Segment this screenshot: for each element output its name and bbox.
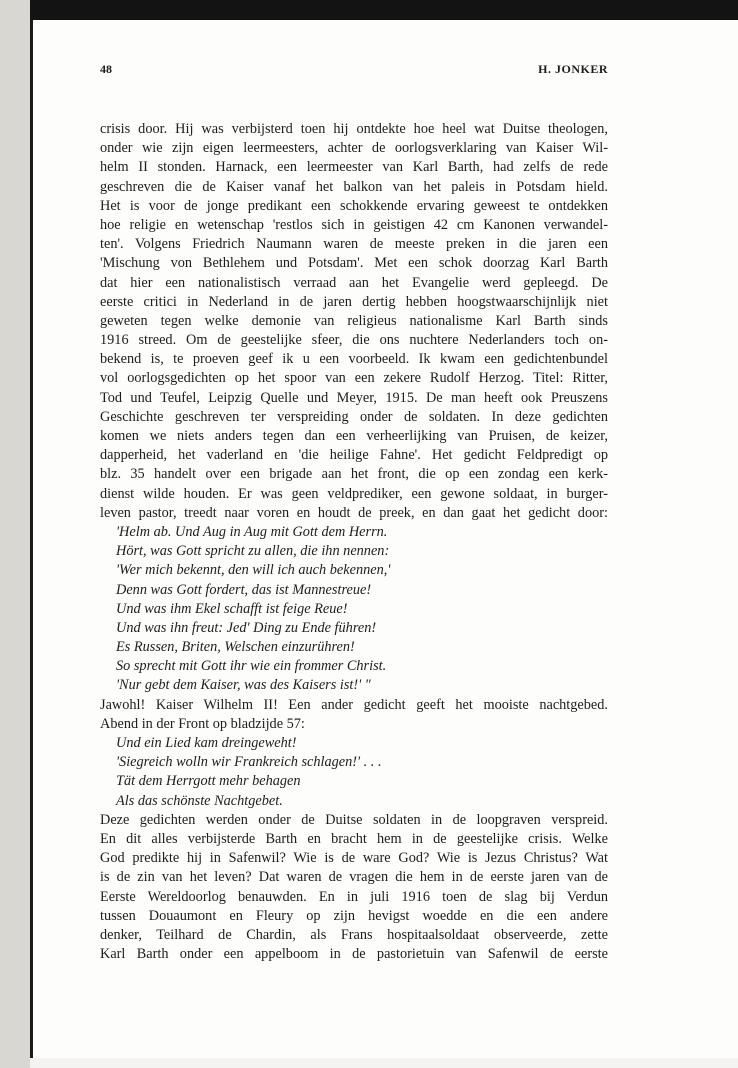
- poem-line: Und ein Lied kam dreingeweht!: [116, 735, 297, 751]
- text-line: 1916 streed. Om de geestelijke sfeer, die ons nuchtere Nederlanders toch on-: [100, 332, 608, 349]
- poem-line: So sprecht mit Gott ihr wie ein frommer Christ.: [116, 658, 387, 675]
- text-line: geweten tegen welke demonie van religieus nationalisme Karl Barth sinds: [100, 312, 608, 329]
- scan-border-bottom: [30, 1058, 738, 1068]
- text-line: leven pastor, treedt naar voren en houdt de preek, en dan gaat het gedicht door:: [100, 504, 608, 521]
- body-text: [100, 120, 608, 964]
- text-line: eerste critici in Nederland in de jaren dertig hebben hoogstwaarschijnlijk niet: [100, 293, 608, 310]
- text-line: Het is voor de jonge predikant een schokkende ervaring geweest te ontdekken: [100, 197, 608, 214]
- text-line: dienst wilde houden. Er was geen veldprediker, een gewone soldaat, in burger-: [100, 485, 608, 502]
- scan-border-left: [0, 0, 30, 1068]
- text-line: tussen Douaumont en Fleury op zijn hevigst woedde en die een andere: [100, 907, 608, 924]
- text-line: bekend is, te proeven geef ik u een voorbeeld. Ik kwam een gedichtenbundel: [100, 351, 608, 368]
- text-line: vol oorlogsgedichten op het spoor van een zekere Rudolf Herzog. Titel: Ritter,: [100, 370, 608, 387]
- text-line: Geschichte geschreven ter verspreiding onder de soldaten. In deze gedichten: [100, 408, 608, 425]
- poem-line: 'Nur gebt dem Kaiser, was des Kaisers ist!' ": [116, 677, 371, 694]
- text-line: Karl Barth onder een appelboom in de pastorietuin van Safenwil de eerste: [100, 946, 608, 963]
- text-line: blz. 35 handelt over een brigade aan het front, die op een zondag een kerk-: [100, 466, 608, 483]
- text-line: komen we niets anders tegen dan een verheerlijking van Pruisen, de keizer,: [100, 428, 608, 444]
- text-line: dapperheid, het vaderland en 'die heilige Fahne'. Het gedicht Feldpredigt op: [100, 447, 608, 464]
- text-line: helm II stonden. Harnack, een leermeester van Karl Barth, had zelfs de rede: [100, 159, 608, 176]
- text-line: geschreven die de Kaiser vanaf het balkon van het paleis in Potsdam hield.: [100, 178, 608, 195]
- text-line: God predikte hij in Safenwil? Wie is de ware God? Wie is Jezus Christus? Wat: [100, 850, 608, 867]
- poem-line: 'Siegreich wolln wir Frankreich schlagen!' . . .: [116, 754, 382, 771]
- poem-line: Und was ihm Ekel schafft ist feige Reue!: [116, 600, 348, 617]
- poem-line: Hört, was Gott spricht zu allen, die ihn nennen:: [116, 543, 390, 560]
- scan-border-top: [0, 0, 738, 20]
- text-line: hoe religie en wetenschap 'restlos sich in geistigen 42 cm Kanonen verwandel-: [100, 216, 608, 233]
- text-line: crisis door. Hij was verbijsterd toen hij ontdekte hoe heel wat Duitse theologen,: [100, 121, 608, 137]
- poem-line: Denn was Gott fordert, das ist Mannestreue!: [116, 581, 372, 598]
- text-line: Abend in der Front op bladzijde 57:: [100, 715, 305, 732]
- poem-line: Als das schönste Nachtgebet.: [116, 792, 283, 809]
- text-line: onder wie zijn eigen leermeesters, achter de oorlogsverklaring van Kaiser Wil-: [100, 140, 608, 157]
- poem-line: 'Helm ab. Und Aug in Aug mit Gott dem Herrn.: [116, 523, 388, 540]
- poem-line: Tät dem Herrgott mehr behagen: [116, 773, 301, 790]
- text-line: Eerste Wereldoorlog benauwden. En in juli 1916 toen de slag bij Verdun: [100, 888, 608, 905]
- poem-line: Und was ihn freut: Jed' Ding zu Ende führen!: [116, 619, 377, 636]
- page-number: 48: [100, 62, 112, 76]
- text-line: dat hier een nationalistisch verraad aan het Evangelie werd gepleegd. De: [100, 274, 608, 291]
- poem-line: 'Wer mich bekennt, den will ich auch bekennen,': [116, 562, 391, 579]
- text-line: En dit alles verbijsterde Barth en bracht hem in de geestelijke crisis. Welke: [100, 830, 608, 847]
- text-line: Tod und Teufel, Leipzig Quelle und Meyer, 1915. De man heeft ook Preuszens: [100, 389, 608, 406]
- poem-line: Es Russen, Briten, Welschen einzurühren!: [116, 639, 355, 656]
- text-line: 'Mischung von Bethlehem und Potsdam'. Met een schok doorzag Karl Barth: [100, 255, 608, 272]
- text-line: denker, Teilhard de Chardin, als Frans hospitaalsoldaat observeerde, zette: [100, 926, 608, 943]
- text-line: is de zin van het leven? Dat waren de vragen die hem in de eerste jaren van de: [100, 869, 608, 886]
- text-line: Jawohl! Kaiser Wilhelm II! Een ander gedicht geeft het mooiste nachtgebed.: [100, 696, 608, 713]
- text-line: ten'. Volgens Friedrich Naumann waren de meeste preken in die jaren een: [100, 236, 608, 253]
- page-header: [100, 62, 608, 82]
- running-head: H. JONKER: [538, 62, 608, 76]
- text-line: Deze gedichten werden onder de Duitse soldaten in de loopgraven verspreid.: [100, 811, 608, 828]
